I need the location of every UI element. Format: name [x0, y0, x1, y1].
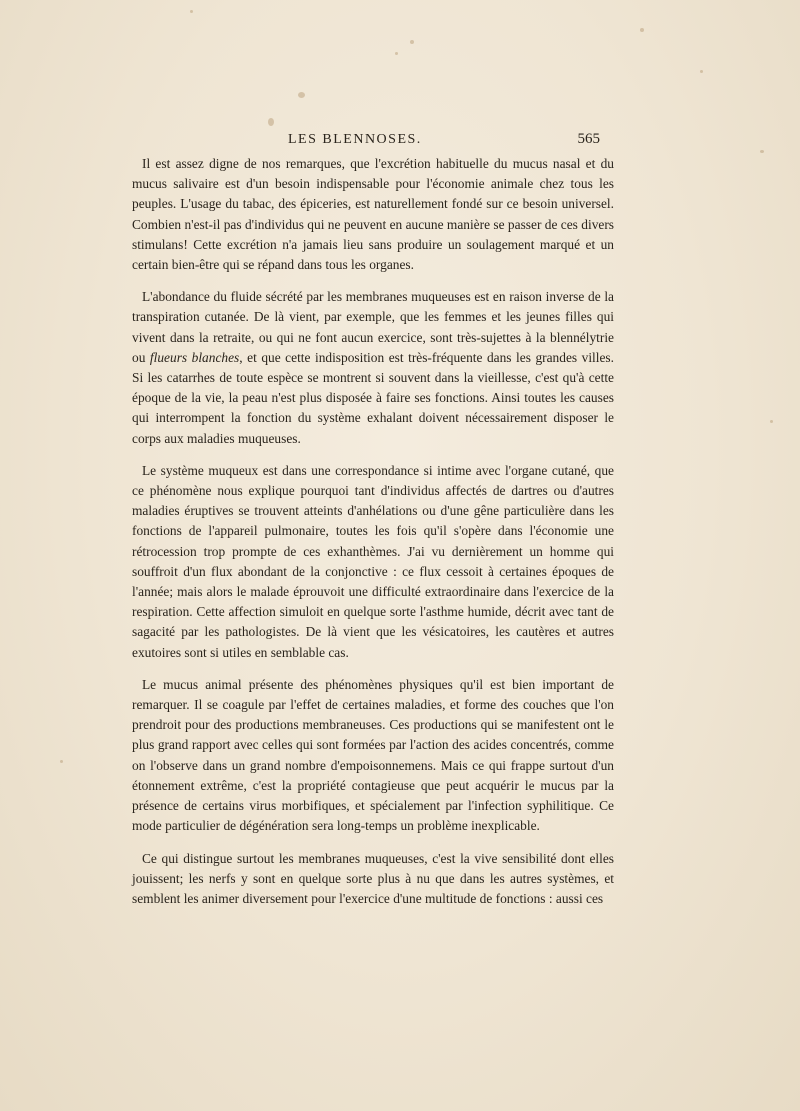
paragraph-2-text-before: L'abondance du fluide sécrété par les membranes muqueuses est en raison inverse de la transpiration cutanée. De là vient, par exemple, que les femmes et les jeunes filles qui vivent dans la retraite, ou qui ne font aucun exercice, sont très-sujettes à la blennélytrie ou	[132, 289, 614, 365]
paragraph-5: Ce qui distingue surtout les membranes muqueuses, c'est la vive sensibilité dont elles jouissent; les nerfs y sont en quelque sorte plus à nu que dans les autres systèmes, et semblent les animer diversement pour l'exercice d'une multitude de fonctions : aussi ces	[132, 850, 614, 906]
age-spot	[298, 92, 305, 98]
age-spot	[60, 760, 63, 763]
paragraph-2	[132, 287, 614, 449]
age-spot	[190, 10, 193, 13]
age-spot	[395, 52, 398, 55]
paragraph-4: Le mucus animal présente des phénomènes physiques qu'il est bien important de remarquer. Il se coagule par l'effet de certaines maladies, et forme des couches que l'on prendroit pour des productions membraneuses. Ces productions qui se manifestent ont le plus grand rapport avec celles qui sont formées par l'action des acides concentrés, comme on l'observe dans un grand nombre d'empoisonnemens. Mais ce qui frappe surtout d'un étonnement extrême, c'est la propriété contagieuse que peut acquérir le mucus par la présence de certains virus morbifiques, et spécialement par l'infection syphilitique. Ce mode particulier de dégénération sera long-temps un problème inexplicable.	[132, 676, 614, 834]
page-header	[288, 132, 600, 154]
age-spot	[760, 150, 764, 153]
age-spot	[640, 28, 644, 32]
age-spot	[410, 40, 414, 44]
paragraph-3: Le système muqueux est dans une correspondance si intime avec l'organe cutané, que ce phénomène nous explique pourquoi tant d'individus affectés de dartres ou d'autres maladies éruptives se trouvent atteints d'anhélations ou d'une gêne particulière dans les fonctions de l'appareil pulmonaire, toutes les fois qu'il s'opère dans l'économie une rétrocession trop prompte de ces exhanthèmes. J'ai vu dernièrement un homme qui souffroit d'un flux abondant de la conjonctive : ce flux cessoit à certaines époques de l'année; mais alors le malade éprouvoit une difficulté extraordinaire dans l'exercice de la respiration. Cette affection simuloit en quelque sorte l'asthme humide, décrit avec tant de sagacité par les pathologistes. De là vient que les vésicatoires, les cautères et autres exutoires sont si utiles en semblable cas.	[132, 462, 614, 660]
paragraph-2-italic-term: flueurs blanches	[149, 349, 240, 365]
age-spot	[770, 420, 773, 423]
paragraph-1: Il est assez digne de nos remarques, que l'excrétion habituelle du mucus nasal et du mucus salivaire est d'un besoin indispensable pour l'économie animale chez tous les peuples. L'usage du tabac, des épiceries, est naturellement fondé sur ce besoin universel. Combien n'est-il pas d'individus qui ne peuvent en aucune manière se passer de ces divers stimulans! Cette excrétion n'a jamais lieu sans produire un soulagement marqué et un certain bien-être qui se répand dans tous les organes.	[132, 156, 614, 273]
page-number: 565	[577, 131, 600, 147]
body-text	[132, 154, 614, 921]
running-title: LES BLENNOSES.	[288, 132, 422, 147]
age-spot	[268, 118, 274, 126]
age-spot	[700, 70, 703, 73]
paragraph-2-text-after: , et que cette indisposition est très-fréquente dans les grandes villes. Si les catarrhes de toute espèce se montrent si souvent dans la vieillesse, c'est qu'à cette époque de la vie, la peau n'est plus disposée à faire ses fonctions. Ainsi toutes les causes qui interrompent la fonction du système exhalant doivent nécessairement disposer le corps aux maladies muqueuses.	[132, 349, 614, 446]
